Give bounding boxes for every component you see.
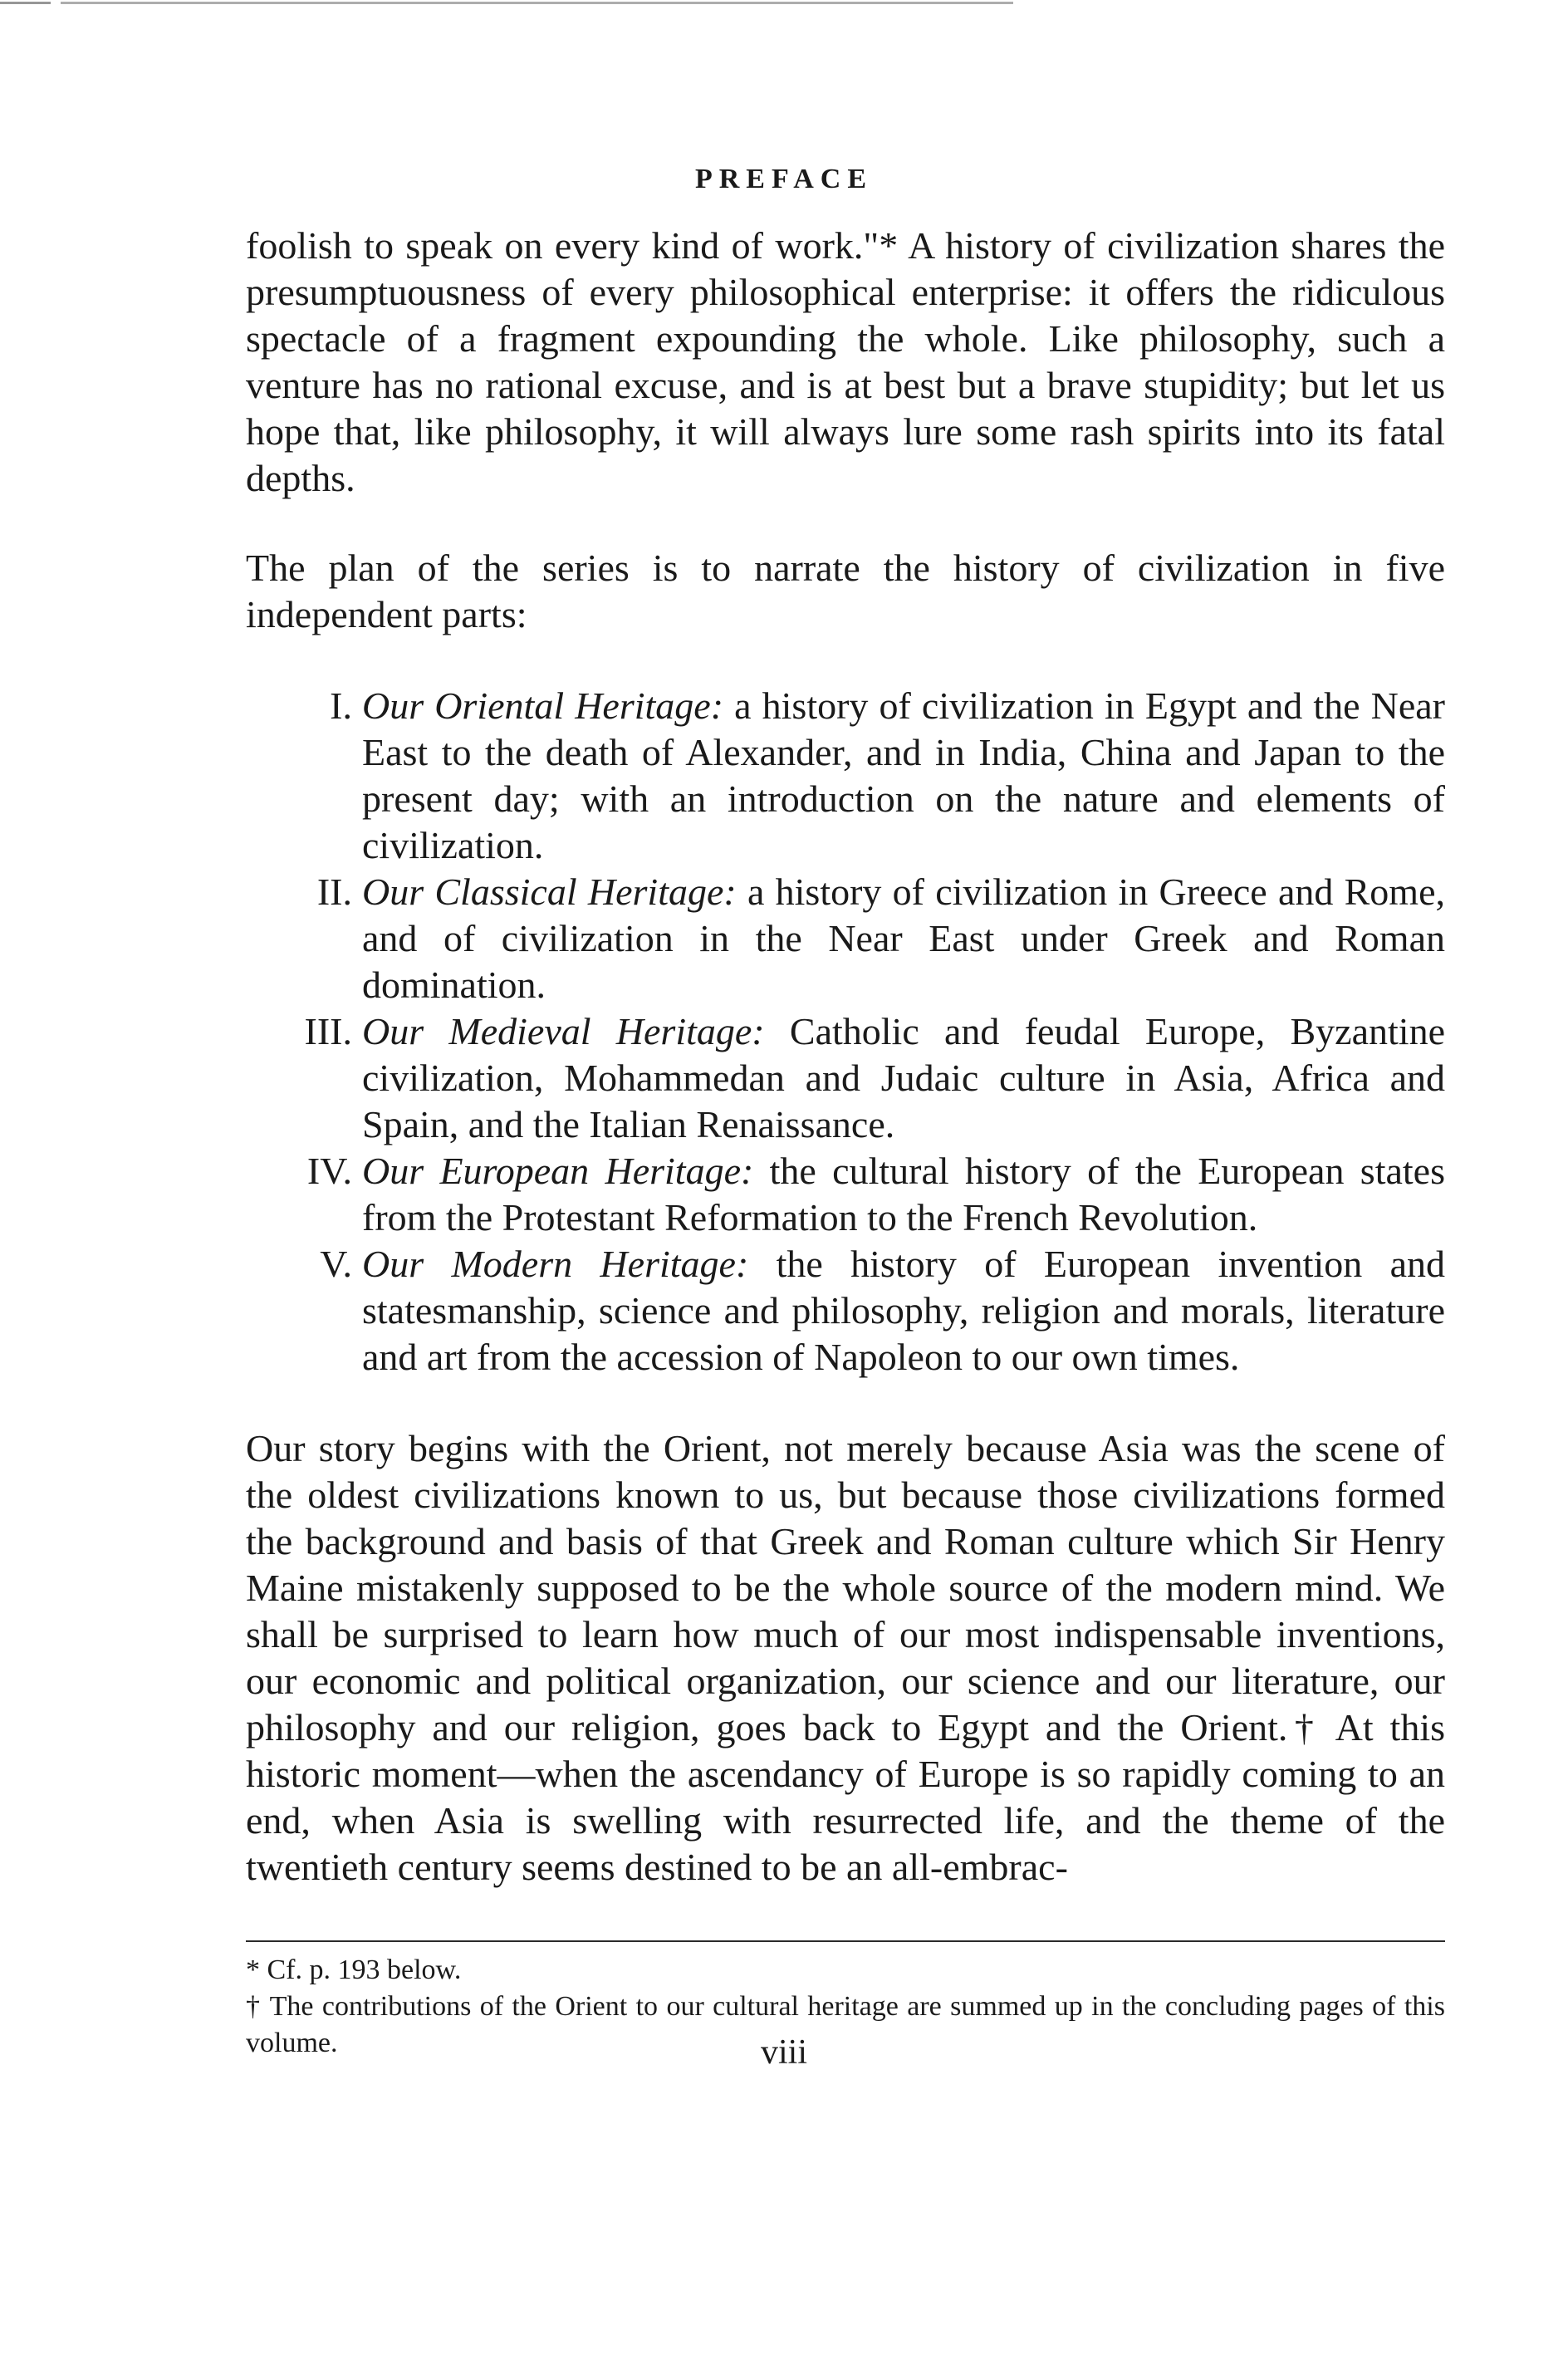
part-description: a history of civilization in Egypt and the Near East to the death of Alexander, and in India, China and Japan to the present day; with an introduction on the nature and elements of civilization. (362, 684, 1445, 866)
footnote: † The contributions of the Orient to our cultural heritage are summed up in the concluding pages of this volume. (246, 1991, 1445, 2058)
paragraph-text: Our story begins with the Orient, not merely because Asia was the scene of the oldest civilizations known to us, but because those civilizations formed the background and basis of that Greek and Roman culture which Sir Henry Maine mistakenly supposed to be the whole source of the modern mind. We shall be surprised to learn how much of our most indispensable inventions, our economic and political organization, our science and our literature, our philosophy and our religion, goes back to Egypt and the Orient.† At this historic moment—when the ascendancy of Europe is so rapidly coming to an end, when Asia is swelling with resurrected life, and the theme of the twentieth century seems destined to be an all-embrac- (246, 1427, 1445, 1888)
part-numeral: V. (320, 1243, 352, 1285)
list-item (246, 869, 1445, 1008)
part-description: Catholic and feudal Europe, Byzantine civilization, Mohammedan and Judaic culture in Asia, Africa and Spain, and the Italian Renaissance. (362, 1010, 1445, 1145)
running-head: PREFACE (694, 164, 874, 194)
part-numeral: I. (330, 684, 352, 727)
part-title: Our Medieval Heritage: (362, 1010, 765, 1052)
paragraph-series-plan (246, 545, 1445, 638)
paragraph-text: foolish to speak on every kind of work."* A history of civilization shares the presumptuousness of every philosophical enterprise: it offers the ridiculous spectacle of a fragment expounding the whole. Like philosophy, such a venture has no rational excuse, and is at best but a brave stupidity; but let us hope that, like philosophy, it will always lure some rash spirits into its fatal depths. (246, 224, 1445, 499)
part-title: Our Oriental Heritage: (362, 684, 724, 727)
part-numeral: II. (316, 871, 352, 913)
page-number: viii (760, 2033, 807, 2072)
part-title: Our Modern Heritage: (362, 1243, 749, 1285)
part-description: a history of civilization in Greece and Rome, and of civilization in the Near East under Greek and Roman domination. (362, 871, 1445, 1006)
part-title: Our European Heritage: (362, 1150, 754, 1192)
list-item (246, 1008, 1445, 1148)
list-item (246, 1148, 1445, 1241)
part-description: the cultural history of the European states from the Protestant Reformation to the French Revolution. (362, 1150, 1445, 1238)
scan-edge-line (0, 2, 1013, 4)
list-item (246, 683, 1445, 869)
paragraph-orient (246, 1425, 1445, 1891)
part-description: the history of European invention and statesmanship, science and philosophy, religion and morals, literature and art from the accession of Napoleon to our own times. (362, 1243, 1445, 1378)
paragraph-text: The plan of the series is to narrate the history of civilization in five independent parts: (246, 547, 1445, 635)
footnote: * Cf. p. 193 below. (246, 1954, 462, 1985)
part-numeral: IV. (306, 1150, 352, 1192)
list-item (246, 1241, 1445, 1381)
series-parts-list (246, 683, 1445, 1381)
paragraph-continuation (246, 223, 1445, 502)
part-title: Our Classical Heritage: (362, 871, 737, 913)
part-numeral: III. (304, 1010, 352, 1052)
footnote-divider (246, 1940, 1445, 1942)
